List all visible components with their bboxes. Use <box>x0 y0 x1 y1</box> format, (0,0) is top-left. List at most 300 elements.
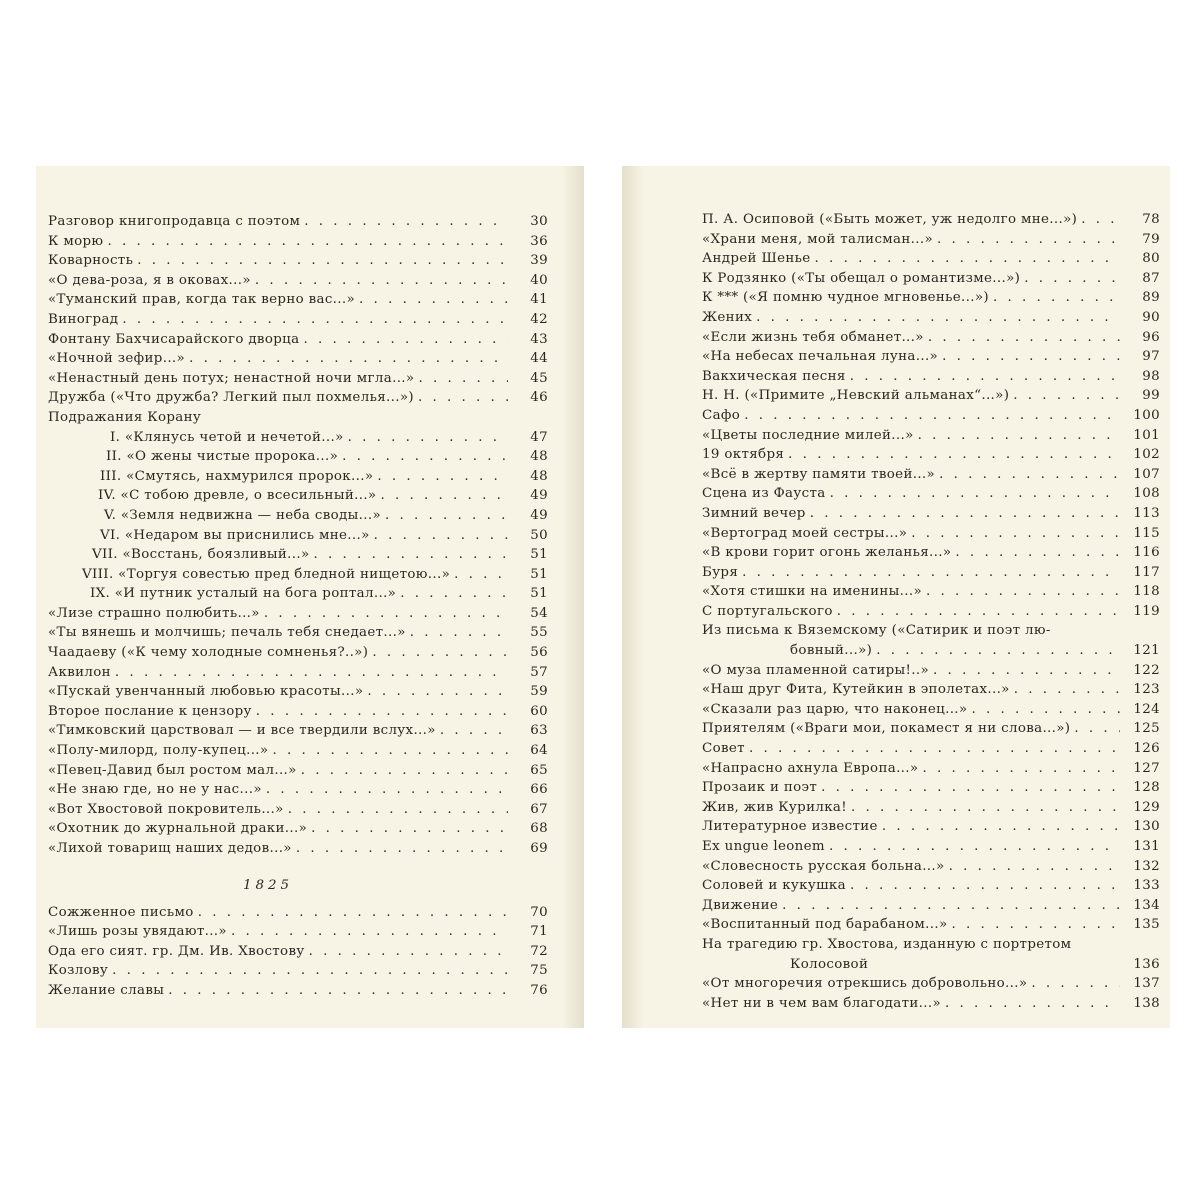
toc-entry[interactable] <box>48 682 548 702</box>
section-year: 1825 <box>242 877 294 893</box>
toc-entry-page: 41 <box>530 292 548 308</box>
toc-entry[interactable] <box>702 602 1160 622</box>
toc-entry[interactable] <box>48 447 548 467</box>
leader-dots <box>272 741 508 761</box>
leader-dots <box>367 682 508 702</box>
toc-entry[interactable] <box>702 288 1160 308</box>
leader-dots <box>454 565 508 585</box>
toc-entry-title: Приятелям («Враги мои, покамест я ни слова...») <box>702 721 1071 737</box>
toc-entry[interactable] <box>48 800 548 820</box>
leader-dots <box>952 915 1120 935</box>
toc-entry-page: 136 <box>1133 956 1160 972</box>
toc-entry[interactable] <box>48 408 548 428</box>
toc-entry-page: 42 <box>530 311 548 327</box>
leader-dots <box>266 780 508 800</box>
leader-dots <box>955 543 1120 563</box>
leader-dots <box>1014 680 1120 700</box>
toc-entry-title: «Туманский прав, когда так верно вас...» <box>48 292 356 308</box>
leader-dots <box>788 445 1120 465</box>
toc-entry[interactable] <box>702 524 1160 544</box>
toc-entry[interactable] <box>702 445 1160 465</box>
toc-entry-title-line1: На трагедию гр. Хвостова, изданную с портретом <box>702 936 1072 952</box>
toc-entry-title: Жив, жив Курилка! <box>702 799 847 815</box>
toc-entry-title: «Воспитанный под барабаном...» <box>702 917 948 933</box>
toc-entry[interactable] <box>702 328 1160 348</box>
toc-entry-title: «Пускай увенчанный любовью красоты...» <box>48 684 364 700</box>
toc-entry[interactable] <box>702 582 1160 602</box>
toc-entry-page: 79 <box>1142 231 1160 247</box>
toc-entry-title: «Певец-Давид был ростом мал...» <box>48 762 297 778</box>
toc-entry-page: 126 <box>1133 741 1160 757</box>
toc-entry-page: 59 <box>530 684 548 700</box>
toc-entry-title: «Тимковский царствовал — и все твердили вслух...» <box>48 723 436 739</box>
leader-dots <box>137 251 508 271</box>
toc-entry-title: Н. Н. («Примите „Невский альманах“...») <box>702 388 1010 404</box>
toc-entry[interactable] <box>702 994 1160 1014</box>
toc-entry-title: Аквилон <box>48 664 111 680</box>
toc-entry-title: «Если жизнь тебя обманет...» <box>702 329 924 345</box>
toc-entry[interactable] <box>48 251 548 271</box>
toc-entry[interactable] <box>48 981 548 1001</box>
toc-entry-title: «Хотя стишки на именины...» <box>702 584 923 600</box>
toc-entry[interactable] <box>702 700 1160 720</box>
toc-entry-title: «Храни меня, мой талисман...» <box>702 231 934 247</box>
toc-entry-page: 66 <box>530 782 548 798</box>
toc-entry[interactable] <box>48 486 548 506</box>
toc-entry-page: 125 <box>1133 721 1160 737</box>
toc-entry-page: 137 <box>1133 976 1160 992</box>
toc-entry-page: 47 <box>530 429 548 445</box>
toc-entry[interactable] <box>702 249 1160 269</box>
toc-entry-page: 39 <box>530 253 548 269</box>
toc-entry[interactable] <box>48 903 548 923</box>
leader-dots <box>359 290 508 310</box>
toc-entry-title: «Ты вянешь и молчишь; печаль тебя снедает...» <box>48 625 406 641</box>
leader-dots <box>926 582 1120 602</box>
leader-dots <box>122 310 508 330</box>
toc-entry[interactable] <box>702 661 1160 681</box>
leader-dots <box>829 837 1120 857</box>
leader-dots <box>815 249 1120 269</box>
toc-entry-title: П. А. Осиповой («Быть может, уж недолго мне...») <box>702 212 1078 227</box>
toc-entry-page: 55 <box>530 625 548 641</box>
toc-entry-page: 89 <box>1142 290 1160 306</box>
toc-entry-wrapped[interactable] <box>702 935 1160 974</box>
toc-entry-title-line2: Колосовой <box>790 956 869 972</box>
toc-entry[interactable] <box>48 604 548 624</box>
toc-entry[interactable] <box>702 798 1160 818</box>
toc-entry[interactable] <box>702 719 1160 739</box>
toc-entry-page: 48 <box>530 449 548 465</box>
leader-dots <box>749 739 1120 759</box>
toc-entry-title-line2: бовный...») <box>790 643 873 659</box>
toc-entry[interactable] <box>702 484 1160 504</box>
toc-entry-page: 113 <box>1133 505 1160 521</box>
toc-entry-title: «На небесах печальная луна...» <box>702 349 939 365</box>
toc-entry-title: «От многоречия отрекшись добровольно...» <box>702 976 1028 992</box>
toc-entry[interactable] <box>48 761 548 781</box>
toc-entry-page: 129 <box>1133 799 1160 815</box>
toc-entry[interactable] <box>48 961 548 981</box>
toc-entry-title: «Нет ни в чем вам благодати...» <box>702 995 942 1011</box>
leader-dots <box>911 524 1120 544</box>
toc-entry[interactable] <box>48 212 548 232</box>
toc-entry-page: 87 <box>1142 270 1160 286</box>
toc-entry-title: «Всё в жертву памяти твоей...» <box>702 466 936 482</box>
toc-entry-title: IV. «С тобою древле, о всесильный...» <box>98 488 377 504</box>
toc-entry-page: 64 <box>530 743 548 759</box>
toc-entry-page: 99 <box>1142 388 1160 404</box>
leader-dots <box>993 288 1120 308</box>
toc-entry[interactable] <box>48 388 548 408</box>
leader-dots <box>231 922 508 942</box>
toc-entry[interactable] <box>702 269 1160 289</box>
toc-entry[interactable] <box>48 349 548 369</box>
toc-entry-page: 96 <box>1142 329 1160 345</box>
toc-entry-page: 51 <box>530 586 548 602</box>
toc-entry[interactable] <box>702 680 1160 700</box>
toc-entry-page: 71 <box>530 924 548 940</box>
leader-dots <box>288 800 508 820</box>
leader-dots <box>311 819 508 839</box>
leader-dots <box>782 896 1120 916</box>
toc-entry-page: 98 <box>1142 368 1160 384</box>
toc-entry-title: «Вертоград моей сестры...» <box>702 525 908 541</box>
toc-entry-title: Соловей и кукушка <box>702 878 846 894</box>
toc-entry-title: Ex ungue leonem <box>702 839 825 854</box>
toc-entry-page: 128 <box>1133 780 1160 796</box>
toc-entry[interactable] <box>48 819 548 839</box>
leader-dots <box>756 308 1120 328</box>
leader-dots <box>418 388 508 408</box>
toc-entry-page: 121 <box>1133 643 1160 659</box>
toc-entry-page: 30 <box>530 214 548 229</box>
toc-entry-title: «Полу-милорд, полу-купец...» <box>48 743 269 759</box>
toc-entry-page: 134 <box>1133 897 1160 913</box>
leader-dots <box>949 857 1120 877</box>
toc-entry-page: 101 <box>1133 427 1160 443</box>
toc-entry-title: Подражания Корану <box>48 409 202 425</box>
toc-entry-page: 60 <box>530 703 548 719</box>
toc-entry-page: 131 <box>1133 839 1160 854</box>
toc-entry-page: 138 <box>1133 995 1160 1011</box>
toc-entry-title: Сожженное письмо <box>48 904 194 920</box>
toc-entry[interactable] <box>702 778 1160 798</box>
toc-entry[interactable] <box>48 428 548 448</box>
leader-dots <box>1081 210 1120 230</box>
toc-entry-page: 43 <box>530 331 548 347</box>
toc-entry-page: 72 <box>530 943 548 959</box>
toc-entry-page: 63 <box>530 723 548 739</box>
leader-dots <box>971 700 1120 720</box>
leader-dots <box>928 328 1120 348</box>
leader-dots <box>385 506 508 526</box>
toc-entry-title: «Наш друг Фита, Кутейкин в эполетах...» <box>702 682 1010 698</box>
toc-entry-title: «Лихой товарищ наших дедов...» <box>48 841 292 856</box>
leader-dots <box>301 761 508 781</box>
toc-entry[interactable] <box>702 426 1160 446</box>
toc-entry-page: 119 <box>1133 603 1160 619</box>
toc-entry[interactable] <box>702 563 1160 583</box>
toc-entry-page: 46 <box>530 390 548 406</box>
toc-entry[interactable] <box>702 347 1160 367</box>
toc-entry[interactable] <box>48 330 548 350</box>
toc-entry[interactable] <box>702 915 1160 935</box>
toc-entry-page: 97 <box>1142 349 1160 365</box>
toc-entry-title: Коварность <box>48 253 134 269</box>
leader-dots <box>821 778 1120 798</box>
leader-dots <box>810 504 1120 524</box>
toc-entry-wrapped[interactable] <box>702 621 1160 660</box>
leader-dots <box>1024 269 1120 289</box>
toc-entry-page: 135 <box>1133 917 1160 933</box>
toc-entry[interactable] <box>702 739 1160 759</box>
toc-entry-title: VIII. «Торгуя совестью пред бледной нищетою...» <box>82 566 451 582</box>
toc-entry[interactable] <box>48 663 548 683</box>
toc-entry[interactable] <box>48 721 548 741</box>
toc-entry[interactable] <box>48 467 548 487</box>
toc-entry-page: 45 <box>530 370 548 386</box>
toc-entry-title: Чаадаеву («К чему холодные сомненья?..») <box>48 645 369 661</box>
toc-entry-title: Сцена из Фауста <box>702 486 826 502</box>
leader-dots <box>107 232 508 252</box>
leader-dots <box>410 623 508 643</box>
toc-entry-title: VII. «Восстань, боязливый...» <box>92 547 310 563</box>
toc-entry-title: III. «Смутясь, нахмурился пророк...» <box>100 468 374 484</box>
toc-entry-title: Второе послание к цензору <box>48 703 252 719</box>
leader-dots <box>309 942 508 962</box>
toc-entry-page: 49 <box>530 507 548 523</box>
toc-entry-page: 124 <box>1133 701 1160 717</box>
toc-entry-page: 67 <box>530 801 548 817</box>
toc-entry-title: «Ненастный день потух; ненастной ночи мгла...» <box>48 370 415 386</box>
leader-dots <box>850 367 1120 387</box>
toc-entry-page: 48 <box>530 468 548 484</box>
leader-dots <box>115 663 508 683</box>
toc-entry-title: Жених <box>702 309 753 325</box>
toc-entry-title: «В крови горит огонь желанья...» <box>702 545 952 561</box>
leader-dots <box>198 903 508 923</box>
toc-entry-title: К *** («Я помню чудное мгновенье...») <box>702 290 989 306</box>
toc-entry-title: Совет <box>702 741 745 757</box>
toc-entry[interactable] <box>48 623 548 643</box>
leader-dots <box>168 981 508 1001</box>
toc-entry[interactable] <box>702 504 1160 524</box>
toc-entry-page: 57 <box>530 664 548 680</box>
toc-entry[interactable] <box>48 545 548 565</box>
toc-entry-page: 68 <box>530 821 548 837</box>
toc-entry[interactable] <box>48 369 548 389</box>
leader-dots <box>304 212 508 232</box>
toc-column-right <box>702 210 1160 1013</box>
toc-entry-title: «Не знаю где, но не у нас...» <box>48 782 262 798</box>
toc-entry[interactable] <box>48 506 548 526</box>
leader-dots <box>850 876 1120 896</box>
toc-entry[interactable] <box>702 974 1160 994</box>
leader-dots <box>342 447 508 467</box>
toc-entry-title: Литературное известие <box>702 819 878 835</box>
toc-entry-title: «О муза пламенной сатиры!..» <box>702 662 930 678</box>
toc-entry-title: Прозаик и поэт <box>702 780 818 796</box>
leader-dots <box>830 484 1120 504</box>
toc-entry-title: 19 октября <box>702 447 785 463</box>
toc-entry[interactable] <box>48 565 548 585</box>
toc-entry[interactable] <box>702 406 1160 426</box>
toc-entry-page: 90 <box>1142 309 1160 325</box>
toc-entry[interactable] <box>48 232 548 252</box>
toc-entry[interactable] <box>702 837 1160 857</box>
toc-entry-page: 51 <box>530 566 548 582</box>
toc-entry-page: 133 <box>1133 878 1160 894</box>
toc-entry[interactable] <box>48 584 548 604</box>
toc-entry[interactable] <box>702 308 1160 328</box>
toc-entry[interactable] <box>48 271 548 291</box>
leader-dots <box>837 602 1120 622</box>
toc-entry-page: 116 <box>1133 545 1160 561</box>
toc-entry-title: Дружба («Что дружба? Легкий пыл похмелья...») <box>48 390 414 406</box>
leader-dots <box>918 426 1120 446</box>
toc-entry-title: Вакхическая песня <box>702 368 846 384</box>
toc-entry[interactable] <box>702 465 1160 485</box>
toc-entry-title: «Ночной зефир...» <box>48 351 186 367</box>
leader-dots <box>303 330 508 350</box>
toc-entry-title: К морю <box>48 233 104 249</box>
toc-entry-page: 122 <box>1133 662 1160 678</box>
leader-dots <box>256 702 508 722</box>
toc-entry[interactable] <box>702 759 1160 779</box>
toc-entry-title: С португальского <box>702 603 833 619</box>
toc-entry-title: IX. «И путник усталый на бога роптал...» <box>90 586 397 602</box>
leader-dots <box>882 817 1120 837</box>
leader-dots <box>418 369 508 389</box>
toc-entry[interactable] <box>702 817 1160 837</box>
toc-entry-title: «Лишь розы увядают...» <box>48 924 227 940</box>
toc-entry-title: «Словесность русская больна...» <box>702 858 945 874</box>
leader-dots <box>189 349 508 369</box>
toc-entry-title: «Лизе страшно полюбить...» <box>48 605 260 621</box>
leader-dots <box>945 994 1120 1014</box>
toc-entry[interactable] <box>702 367 1160 387</box>
toc-entry-page: 51 <box>530 547 548 563</box>
leader-dots <box>348 428 508 448</box>
toc-entry-title: «Сказали раз царю, что наконец...» <box>702 701 968 717</box>
toc-entry[interactable] <box>48 741 548 761</box>
toc-entry[interactable] <box>702 857 1160 877</box>
toc-entry-page: 127 <box>1133 760 1160 776</box>
left-page <box>36 166 584 1028</box>
toc-entry-page: 132 <box>1133 858 1160 874</box>
leader-dots <box>1031 974 1120 994</box>
toc-entry-page: 56 <box>530 645 548 661</box>
toc-entry-title: Зимний вечер <box>702 505 806 521</box>
toc-entry[interactable] <box>48 780 548 800</box>
leader-dots <box>255 271 508 291</box>
toc-entry-page: 117 <box>1133 564 1160 580</box>
toc-entry-page: 49 <box>530 488 548 504</box>
toc-entry-title: Движение <box>702 897 779 913</box>
toc-entry-title: II. «О жены чистые пророка...» <box>106 449 339 465</box>
toc-entry[interactable] <box>48 290 548 310</box>
toc-entry[interactable] <box>702 210 1160 230</box>
leader-dots <box>933 661 1120 681</box>
leader-dots <box>377 467 508 487</box>
toc-entry[interactable] <box>702 896 1160 916</box>
toc-entry-title: Желание славы <box>48 982 165 998</box>
leader-dots <box>440 721 508 741</box>
toc-entry-page: 69 <box>530 841 548 856</box>
leader-dots <box>942 347 1120 367</box>
toc-entry-page: 123 <box>1133 682 1160 698</box>
toc-entry[interactable] <box>702 543 1160 563</box>
leader-dots <box>922 759 1120 779</box>
toc-entry[interactable] <box>48 702 548 722</box>
toc-entry[interactable] <box>702 876 1160 896</box>
toc-entry-title: «Охотник до журнальной драки...» <box>48 821 308 837</box>
toc-entry-title-line1: Из письма к Вяземскому («Сатирик и поэт лю- <box>702 623 1051 639</box>
leader-dots <box>1013 386 1120 406</box>
toc-entry-title: Козлову <box>48 963 109 979</box>
toc-entry-title: К Родзянко («Ты обещал о романтизме...») <box>702 270 1021 286</box>
right-page <box>622 166 1170 1028</box>
leader-dots <box>851 798 1120 818</box>
leader-dots <box>742 563 1120 583</box>
toc-entry-title: «Напрасно ахнула Европа...» <box>702 760 919 776</box>
toc-entry-page: 107 <box>1133 466 1160 482</box>
toc-entry-title: «О дева-роза, я в оковах...» <box>48 272 251 288</box>
leader-dots <box>372 643 508 663</box>
toc-entry-page: 100 <box>1133 407 1160 423</box>
toc-entry[interactable] <box>48 942 548 962</box>
toc-entry-page: 44 <box>530 351 548 367</box>
toc-entry-title: Ода его сият. гр. Дм. Ив. Хвостову <box>48 943 305 959</box>
toc-entry-title: Андрей Шенье <box>702 251 811 267</box>
toc-entry[interactable] <box>48 310 548 330</box>
leader-dots <box>314 545 508 565</box>
toc-entry[interactable] <box>48 643 548 663</box>
toc-entry-page: 118 <box>1133 584 1160 600</box>
leader-dots <box>937 230 1120 250</box>
toc-entry-page: 50 <box>530 527 548 543</box>
toc-entry[interactable] <box>48 839 548 859</box>
leader-dots <box>296 839 508 859</box>
leader-dots <box>876 641 1120 661</box>
toc-entry-page: 102 <box>1133 447 1160 463</box>
toc-entry-page: 36 <box>530 233 548 249</box>
toc-entry-page: 65 <box>530 762 548 778</box>
toc-entry-title: Буря <box>702 564 739 580</box>
toc-entry-title: Фонтану Бахчисарайского дворца <box>48 331 300 347</box>
toc-entry-title: «Вот Хвостовой покровитель...» <box>48 801 284 817</box>
toc-entry[interactable] <box>48 922 548 942</box>
toc-entry-title: «Цветы последние милей...» <box>702 427 914 443</box>
toc-entry-title: Виноград <box>48 311 119 327</box>
toc-entry[interactable] <box>702 386 1160 406</box>
toc-entry-page: 78 <box>1142 212 1160 227</box>
toc-entry-page: 40 <box>530 272 548 288</box>
leader-dots <box>939 465 1120 485</box>
leader-dots <box>744 406 1120 426</box>
leader-dots <box>112 961 508 981</box>
toc-entry[interactable] <box>702 230 1160 250</box>
toc-entry[interactable] <box>48 526 548 546</box>
toc-entry-page: 76 <box>530 982 548 998</box>
toc-entry-page: 75 <box>530 963 548 979</box>
toc-entry-page: 115 <box>1133 525 1160 541</box>
leader-dots <box>1074 719 1120 739</box>
toc-entry-page: 80 <box>1142 251 1160 267</box>
leader-dots <box>380 486 508 506</box>
toc-entry-title: I. «Клянусь четой и нечетой...» <box>110 429 344 445</box>
